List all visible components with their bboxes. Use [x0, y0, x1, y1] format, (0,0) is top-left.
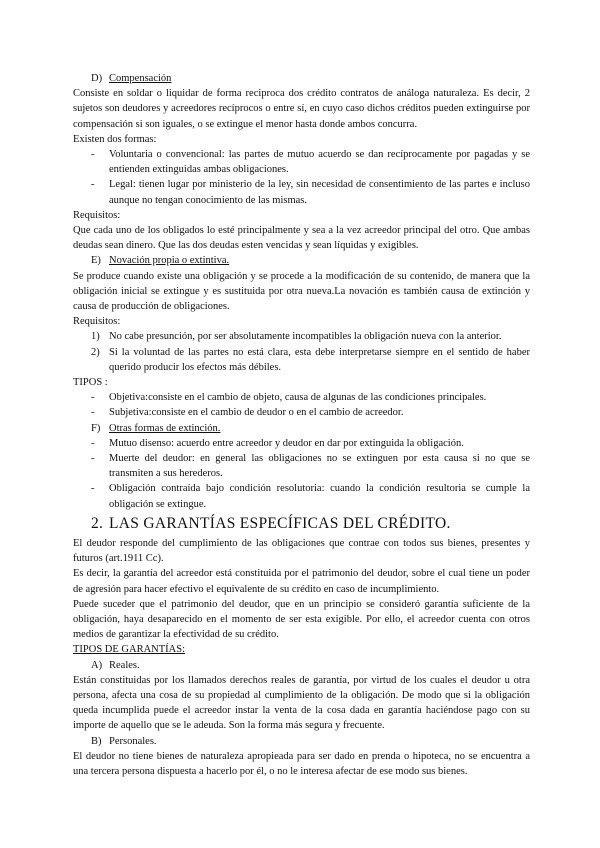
paragraph: El deudor responde del cumplimiento de las obligaciones que contrae con todos sus bienes, presentes y futuros (art.1911 Cc). [73, 537, 530, 565]
item-text: No cabe presunción, por ser absolutamente incompatibles la obligación nueva con la anterior. [109, 331, 502, 343]
heading-title: Reales. [109, 659, 140, 671]
subsection-heading-reales [73, 658, 530, 673]
heading-title: LAS GARANTÍAS ESPECÍFICAS DEL CRÉDITO. [109, 514, 451, 532]
list-item: - Objetiva:consiste en el cambio de objeto, causa de algunas de las condiciones principales. [91, 390, 530, 405]
heading-title: Otras formas de extinción. [109, 422, 221, 434]
list-item: - Voluntaria o convencional: las partes de mutuo acuerdo se dan recíprocamente por pagadas y se entienden extinguidas ambas obligaciones. [91, 147, 530, 177]
label: Existen dos formas: [73, 133, 157, 145]
heading-marker: D) [91, 73, 103, 84]
paragraph: Puede suceder que el patrimonio del deudor, que en un principio se consideró garantía suficiente de la obligación, haya desaparecido en el momento de ser esta exigible. Por ello, el acreedor cuenta con otros medios de garantizar la efectividad de su crédito. [73, 598, 530, 641]
numbered-list [73, 329, 530, 375]
paragraph: Están constituidas por los llamados derechos reales de garantía, por virtud de los cuales el deudor u otra persona, afecta una cosa de su propiedad al cumplimiento de la obligación. De modo que si la obligación queda incumplida puede el acreedor instar la venta de la cosa dada en garantía haciéndose pago con su importe de aquello que se le adeuda. Son la forma más segura y frecuente. [73, 674, 530, 732]
section-heading-otras [73, 421, 530, 436]
heading-marker: A) [91, 659, 103, 671]
paragraph: Se produce cuando existe una obligación y se procede a la modificación de su contenido, de manera que la obligación inicial se extingue y es sustituida por otra nueva.La novación es también causa de extinción y causa de producción de obligaciones. [73, 270, 530, 313]
subsection-heading-personales [73, 734, 530, 749]
heading-title: Compensación [109, 73, 172, 84]
paragraph: El deudor no tiene bienes de naturaleza apropieada para ser dado en prenda o hipoteca, no se encuentra a una tercera persona dispuesta a hacerlo por él, o no le interesa afectar de ese modo sus bienes. [73, 750, 530, 777]
paragraph: Es decir, la garantía del acreedor está constituida por el patrimonio del deudor, sobre el cual tiene un poder de agresión para hacer efectivo el equivalente de su crédito en caso de incumplimiento. [73, 568, 530, 595]
heading-marker: F) [91, 422, 101, 434]
paragraph: Que cada uno de los obligados lo esté principalmente y sea a la vez acreedor principal del otro. Que ambas deudas sean dinero. Que las dos deudas esten vencidas y sean líquidas y exigibles. [73, 225, 530, 252]
section-heading-compensacion [73, 71, 530, 86]
label: TIPOS : [73, 377, 108, 389]
section-heading-novacion [73, 253, 530, 268]
paragraph: Consiste en soldar o liquidar de forma reciproca dos crédito contratos de análoga naturaleza. Es decir, 2 sujetos son deudores y acreedores recíprocos o entre sí, en cuyo caso dichos créditos pueden extinguirse por compensación si son iguales, o se extingue el menor hasta donde ambos concurra. [73, 88, 530, 130]
list-item: - Legal: tienen lugar por ministerio de la ley, sin necesidad de consentimiento de las partes e incluso aunque no tengan conocimiento de las mismas. [91, 177, 530, 207]
section-heading-garantias [73, 514, 530, 534]
label: Requisitos: [73, 316, 121, 328]
list-item: - Mutuo disenso: acuerdo entre acreedor y deudor en dar por extinguida la obligación. [91, 436, 530, 451]
label: TIPOS DE GARANTÍAS: [73, 644, 186, 656]
label: Requisitos: [73, 209, 121, 221]
list-item: - Obligación contraída bajo condición resolutoria: cuando la condición resultoria se cumple la obligación se extingue. [91, 481, 530, 511]
heading-marker: B) [91, 735, 102, 747]
item-number: 2) [91, 346, 100, 358]
list-item: - Muerte del deudor: en general las obligaciones no se extinguen por esta causa si no que se transmiten a sus herederos. [91, 451, 530, 481]
dash-list [73, 436, 530, 512]
heading-number: 2. [91, 514, 104, 532]
heading-title: Novación propia o extintiva. [109, 255, 230, 267]
item-text: Si la voluntad de las partes no está clara, esta debe interpretarse siempre en el sentido de haber querido producir los efectos más débiles. [109, 346, 530, 373]
heading-title: Personales. [109, 735, 157, 747]
item-number: 1) [91, 331, 100, 343]
list-item: - Subjetiva:consiste en el cambio de deudor o en el cambio de acreedor. [91, 405, 530, 420]
list-item [91, 329, 530, 344]
dash-list [73, 390, 530, 420]
heading-marker: E) [91, 255, 101, 267]
dash-list [73, 147, 530, 208]
list-item [91, 345, 530, 375]
